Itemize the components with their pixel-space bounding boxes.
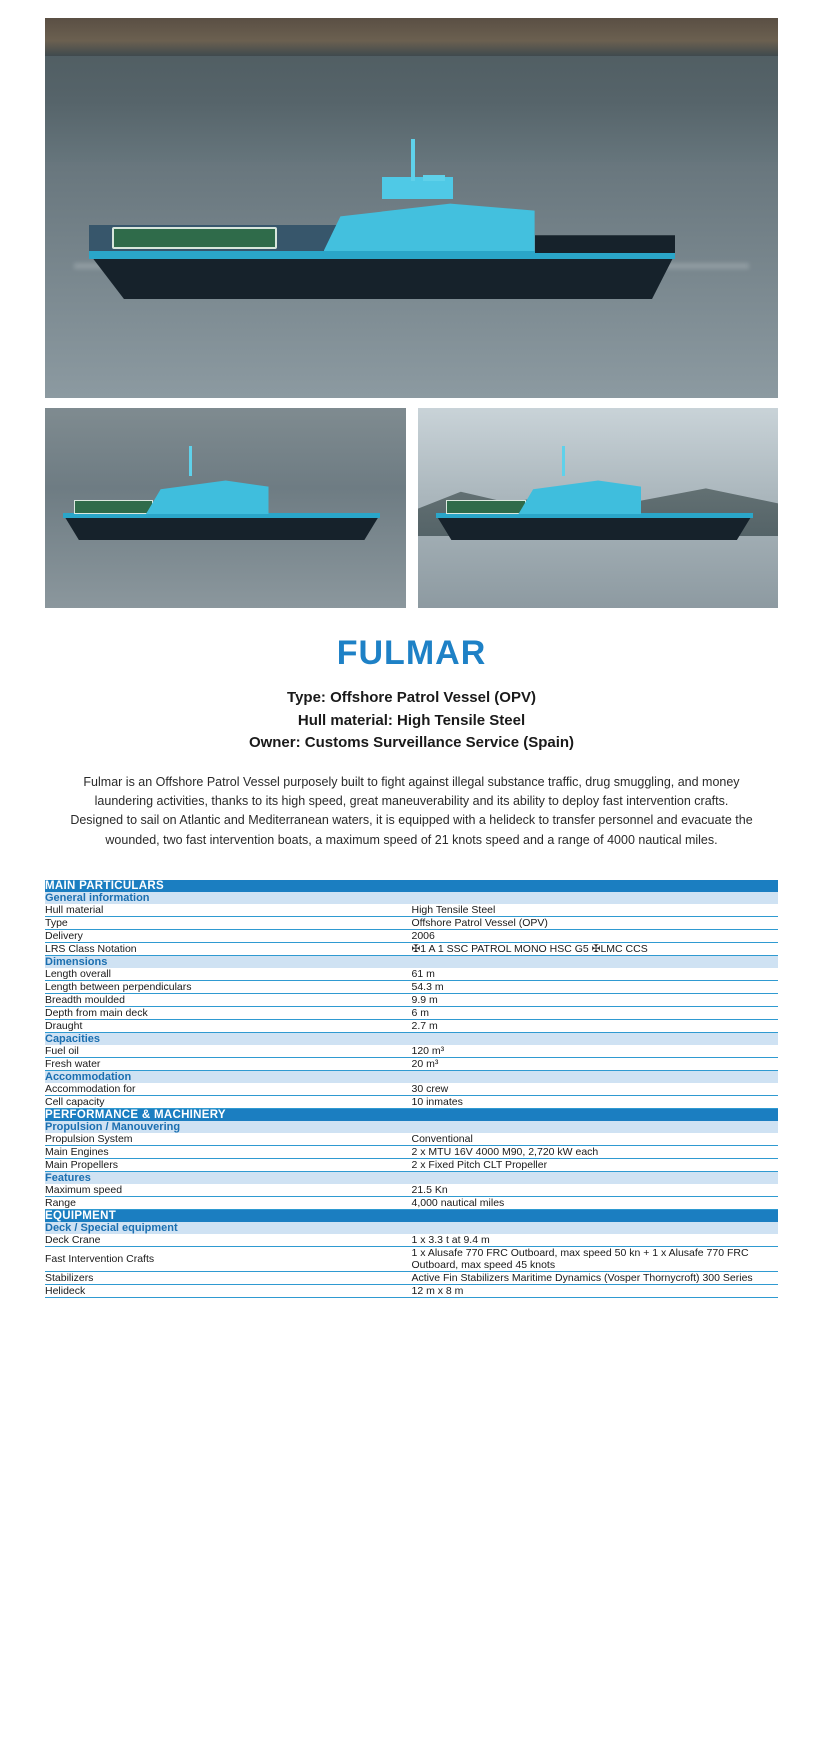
- section-header: [45, 1109, 778, 1122]
- table-row: [45, 1146, 778, 1159]
- page-title: FULMAR: [336, 634, 487, 672]
- group-subheader-label: Dimensions: [45, 956, 778, 969]
- row-value: 2 x Fixed Pitch CLT Propeller: [412, 1159, 779, 1172]
- thumb-helideck: [74, 500, 153, 514]
- row-value: 2006: [412, 930, 779, 943]
- thumbnail-row: [45, 408, 778, 608]
- hero-ship-graphic: [89, 169, 675, 299]
- row-value: Conventional: [412, 1133, 779, 1146]
- spec-table: [45, 880, 778, 1298]
- vessel-hull-line: Hull material: High Tensile Steel: [297, 711, 526, 729]
- hero-coastline: [45, 18, 778, 56]
- row-label: Type: [45, 917, 412, 930]
- row-label: Length between perpendiculars: [45, 981, 412, 994]
- row-label: Length overall: [45, 968, 412, 981]
- group-subheader: [45, 956, 778, 969]
- table-row: [45, 968, 778, 981]
- row-label: Main Engines: [45, 1146, 412, 1159]
- row-value: 4,000 nautical miles: [412, 1197, 779, 1210]
- row-label: Stabilizers: [45, 1272, 412, 1285]
- row-value: 10 inmates: [412, 1096, 779, 1109]
- intro-paragraph: Fulmar is an Offshore Patrol Vessel purposely built to fight against illegal substance traffic, drug smuggling, and money laundering activities, thanks to its high speed, great maneuverability and its ability to deploy fast intervention crafts. Designed to sail on Atlantic and Mediterranean waters, it is equipped with a helideck to transfer personnel and evacuate the wounded, two fast intervention boats, a maximum speed of 21 knots speed and a range of 4000 nautical miles.: [70, 774, 753, 847]
- table-row: [45, 1058, 778, 1071]
- section-header-label: MAIN PARTICULARS: [45, 880, 778, 892]
- thumb-helideck: [446, 500, 525, 514]
- thumbnail-photo-bow-quarter: [45, 408, 406, 608]
- table-row: [45, 930, 778, 943]
- group-subheader-label: General information: [45, 892, 778, 904]
- table-row: [45, 1096, 778, 1109]
- group-subheader: [45, 1172, 778, 1185]
- row-label: Fast Intervention Crafts: [45, 1247, 412, 1272]
- vessel-owner-line: Owner: Customs Surveillance Service (Spain): [248, 734, 575, 751]
- vessel-type-line: Type: Offshore Patrol Vessel (OPV): [287, 689, 536, 706]
- row-value: 12 m x 8 m: [412, 1285, 779, 1298]
- title-block: [0, 608, 823, 755]
- group-subheader-label: Deck / Special equipment: [45, 1222, 778, 1234]
- table-row: [45, 1007, 778, 1020]
- row-label: Cell capacity: [45, 1096, 412, 1109]
- group-subheader: [45, 892, 778, 904]
- table-row: [45, 1184, 778, 1197]
- row-label: Maximum speed: [45, 1184, 412, 1197]
- group-subheader-label: Features: [45, 1172, 778, 1185]
- table-row: [45, 994, 778, 1007]
- group-subheader-label: Capacities: [45, 1033, 778, 1046]
- thumb-superstructure: [146, 476, 269, 514]
- row-value: Active Fin Stabilizers Maritime Dynamics (Vosper Thornycroft) 300 Series: [412, 1272, 779, 1285]
- photo-gallery: [0, 0, 823, 608]
- ship-bow: [535, 235, 676, 253]
- ship-mast: [411, 139, 415, 181]
- ship-helideck: [112, 227, 276, 249]
- row-value: 54.3 m: [412, 981, 779, 994]
- row-value: 9.9 m: [412, 994, 779, 1007]
- row-value: Offshore Patrol Vessel (OPV): [412, 917, 779, 930]
- ship-radar-icon: [423, 175, 445, 181]
- table-row: [45, 1272, 778, 1285]
- table-row: [45, 1234, 778, 1247]
- row-label: Helideck: [45, 1285, 412, 1298]
- row-value: 2.7 m: [412, 1020, 779, 1033]
- table-row: [45, 1159, 778, 1172]
- specification-tables: [0, 850, 823, 1328]
- row-label: Propulsion System: [45, 1133, 412, 1146]
- table-row: [45, 1133, 778, 1146]
- row-label: Deck Crane: [45, 1234, 412, 1247]
- table-row: [45, 904, 778, 917]
- row-value: 120 m³: [412, 1045, 779, 1058]
- row-value: High Tensile Steel: [412, 904, 779, 917]
- group-subheader: [45, 1071, 778, 1084]
- ship-hull: [89, 253, 675, 299]
- section-header: [45, 1210, 778, 1223]
- row-label: Accommodation for: [45, 1083, 412, 1096]
- table-row: [45, 1045, 778, 1058]
- row-label: Hull material: [45, 904, 412, 917]
- table-row: [45, 1247, 778, 1272]
- row-value: 1 x Alusafe 770 FRC Outboard, max speed 50 kn + 1 x Alusafe 770 FRC Outboard, max speed 45 knots: [412, 1247, 779, 1272]
- row-value: ✠1 A 1 SSC PATROL MONO HSC G5 ✠LMC CCS: [412, 943, 779, 956]
- table-row: [45, 981, 778, 994]
- hero-photo-fulmar: [45, 18, 778, 398]
- row-label: Delivery: [45, 930, 412, 943]
- table-row: [45, 943, 778, 956]
- thumbnail-photo-port-side: [418, 408, 779, 608]
- ship-superstructure: [324, 193, 535, 251]
- section-header-label: PERFORMANCE & MACHINERY: [45, 1109, 778, 1122]
- row-value: 6 m: [412, 1007, 779, 1020]
- group-subheader-label: Propulsion / Manouvering: [45, 1121, 778, 1133]
- thumb-superstructure: [518, 476, 641, 514]
- row-label: Fresh water: [45, 1058, 412, 1071]
- table-row: [45, 1197, 778, 1210]
- row-value: 61 m: [412, 968, 779, 981]
- table-row: [45, 1285, 778, 1298]
- row-value: 21.5 Kn: [412, 1184, 779, 1197]
- row-label: Fuel oil: [45, 1045, 412, 1058]
- row-value: 30 crew: [412, 1083, 779, 1096]
- row-label: Draught: [45, 1020, 412, 1033]
- row-label: Depth from main deck: [45, 1007, 412, 1020]
- group-subheader-label: Accommodation: [45, 1071, 778, 1084]
- group-subheader: [45, 1222, 778, 1234]
- group-subheader: [45, 1121, 778, 1133]
- section-header: [45, 880, 778, 892]
- row-label: Main Propellers: [45, 1159, 412, 1172]
- group-subheader: [45, 1033, 778, 1046]
- row-value: 1 x 3.3 t at 9.4 m: [412, 1234, 779, 1247]
- thumb-mast: [562, 446, 565, 476]
- row-value: 2 x MTU 16V 4000 M90, 2,720 kW each: [412, 1146, 779, 1159]
- thumb-mast: [189, 446, 192, 476]
- table-row: [45, 1020, 778, 1033]
- table-row: [45, 1083, 778, 1096]
- row-label: Breadth moulded: [45, 994, 412, 1007]
- table-row: [45, 917, 778, 930]
- section-header-label: EQUIPMENT: [45, 1210, 778, 1223]
- row-label: Range: [45, 1197, 412, 1210]
- row-label: LRS Class Notation: [45, 943, 412, 956]
- row-value: 20 m³: [412, 1058, 779, 1071]
